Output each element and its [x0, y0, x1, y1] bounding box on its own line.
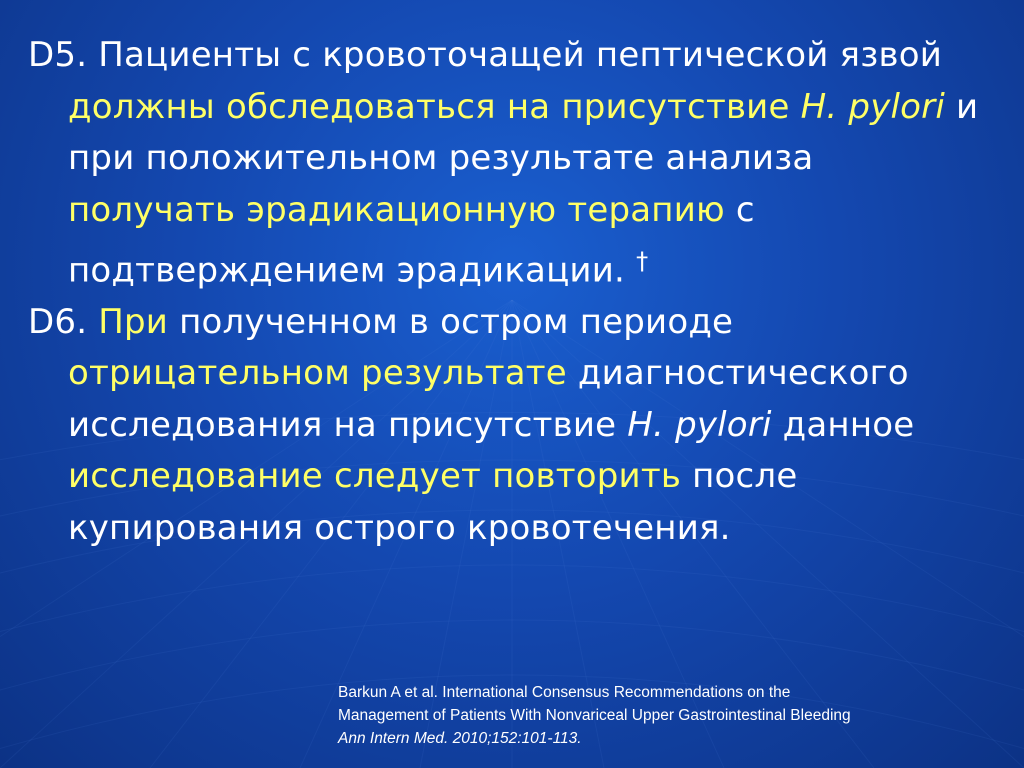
- d5-dagger: †: [636, 247, 649, 275]
- d6-h-pylori: H. pylori: [627, 404, 772, 445]
- d5-highlight-2: получать эрадикационную терапию: [68, 189, 725, 230]
- d6-text-4: после купирования острого кровотечения.: [68, 456, 798, 548]
- recommendation-d6: [28, 297, 988, 555]
- recommendation-d5: [28, 30, 988, 297]
- d6-text-1: полученном в остром периоде: [179, 301, 734, 342]
- d6-text-3: данное: [782, 404, 915, 445]
- citation: [338, 681, 1018, 750]
- d5-text-3: с подтверждением эрадикации.: [68, 189, 755, 291]
- d6-marker: D6.: [28, 301, 88, 342]
- d5-text-2: и при положительном результате анализа: [68, 86, 979, 178]
- d6-text-2: диагностического исследования на присутствие: [68, 353, 909, 445]
- slide-body: [28, 30, 988, 554]
- d6-highlight-2: отрицательном результате: [68, 353, 567, 394]
- citation-journal: Ann Intern Med. 2010;152:101-113.: [338, 730, 582, 747]
- citation-line-2: Management of Patients With Nonvariceal Upper Gastrointestinal Bleeding: [338, 707, 851, 724]
- d5-h-pylori: H. pylori: [800, 86, 945, 127]
- d6-highlight-1: При: [98, 301, 169, 342]
- d5-text-1: Пациенты с кровоточащей пептической язвой: [98, 35, 943, 75]
- d6-highlight-3: исследование следует повторить: [68, 456, 682, 497]
- citation-line-1: Barkun A et al. International Consensus Recommendations on the: [338, 684, 791, 701]
- d5-highlight-1: должны обследоваться на присутствие: [68, 86, 790, 127]
- d5-marker: D5.: [28, 35, 88, 75]
